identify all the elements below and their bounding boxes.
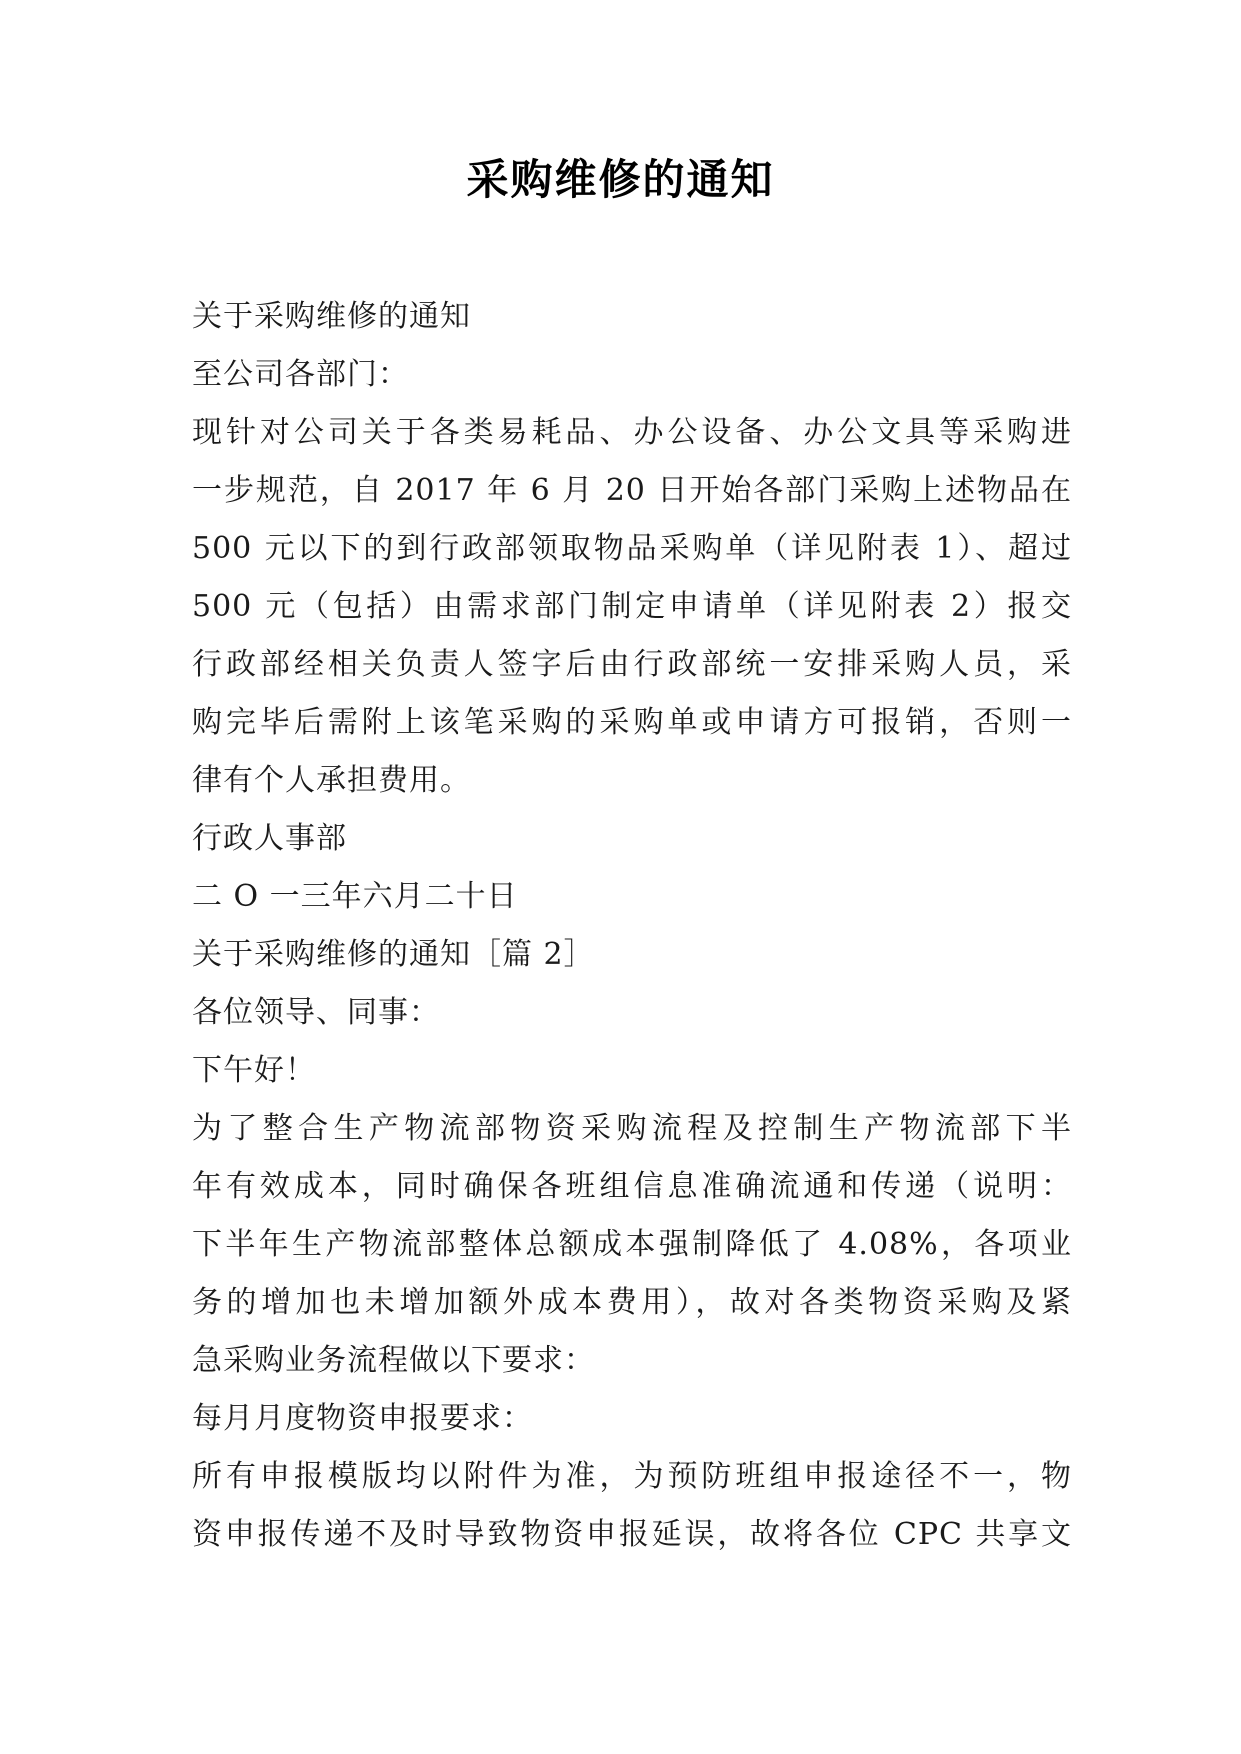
document-line: 关于采购维修的通知［篇 2］	[192, 937, 595, 972]
document-line: 律有个人承担费用。	[192, 763, 471, 798]
document-line: 为了整合生产物流部物资采购流程及控制生产物流部下半	[192, 1111, 1072, 1146]
document-line: 下午好！	[192, 1053, 316, 1088]
document-line: 资申报传递不及时导致物资申报延误，故将各位 CPC 共享文	[192, 1517, 1072, 1552]
document-line: 下半年生产物流部整体总额成本强制降低了 4.08%，各项业	[192, 1227, 1072, 1262]
document-line: 500 元（包括）由需求部门制定申请单（详见附表 2）报交	[192, 589, 1072, 624]
document-line: 每月月度物资申报要求：	[192, 1401, 533, 1436]
document-line: 现针对公司关于各类易耗品、办公设备、办公文具等采购进	[192, 415, 1072, 450]
document-line: 务的增加也未增加额外成本费用），故对各类物资采购及紧	[192, 1285, 1072, 1320]
document-line: 购完毕后需附上该笔采购的采购单或申请方可报销，否则一	[192, 705, 1072, 740]
document-line: 所有申报模版均以附件为准，为预防班组申报途径不一，物	[192, 1459, 1072, 1494]
document-line: 至公司各部门：	[192, 357, 409, 392]
document-line: 行政人事部	[192, 821, 347, 856]
document-line: 行政部经相关负责人签字后由行政部统一安排采购人员，采	[192, 647, 1072, 682]
document-line: 关于采购维修的通知	[192, 299, 471, 334]
document-body	[192, 288, 1072, 1564]
document-line: 一步规范，自 2017 年 6 月 20 日开始各部门采购上述物品在	[192, 473, 1072, 508]
document-title: 采购维修的通知	[466, 155, 775, 204]
document-line: 二 O 一三年六月二十日	[192, 879, 518, 914]
document-line: 急采购业务流程做以下要求：	[192, 1343, 595, 1378]
document-line: 年有效成本，同时确保各班组信息准确流通和传递（说明：	[192, 1169, 1072, 1204]
document-line: 各位领导、同事：	[192, 995, 440, 1030]
document-line: 500 元以下的到行政部领取物品采购单（详见附表 1）、超过	[192, 531, 1072, 566]
